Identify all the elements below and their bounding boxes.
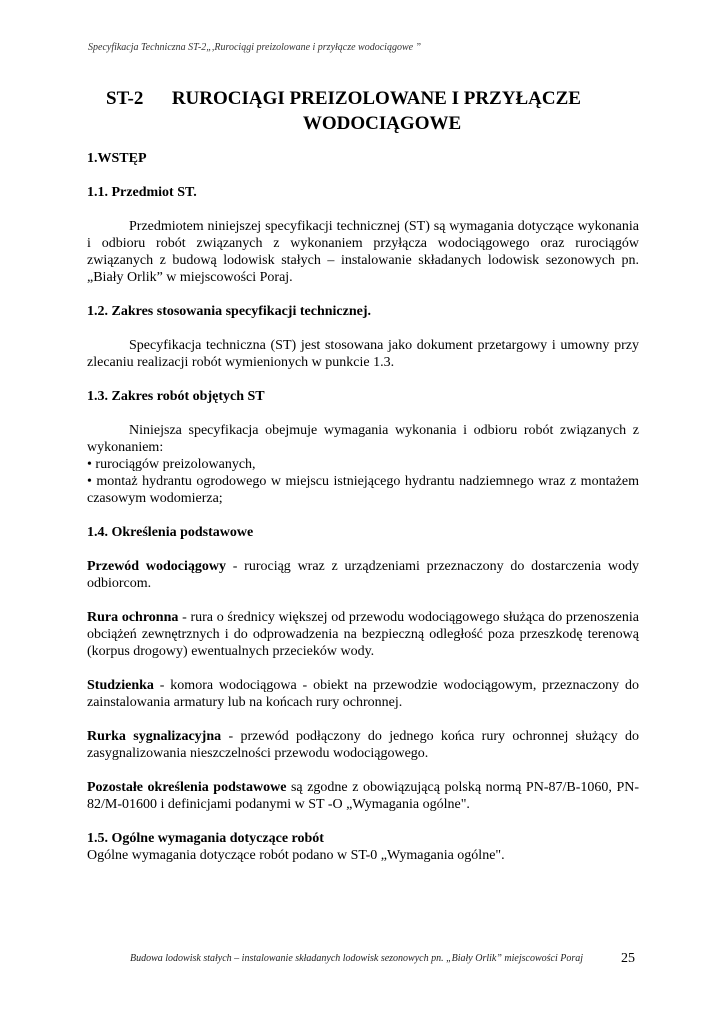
definition-3	[87, 677, 639, 711]
title-line-2: WODOCIĄGOWE	[302, 113, 462, 134]
definition-text-1: - rurociąg wraz z urządzeniami przeznaczony do dostarczenia wody odbiorcom.	[87, 559, 639, 591]
definition-term-1: Przewód wodociągowy	[87, 559, 226, 574]
title-code: ST-2	[106, 88, 144, 109]
section-heading-1-3: 1.3. Zakres robót objętych ST	[87, 389, 265, 404]
section-heading-1-5: 1.5. Ogólne wymagania dotyczące robót	[87, 831, 324, 846]
definition-text-2: - rura o średnicy większej od przewodu wodociągowego służąca do przenoszenia obciążeń zewnętrznych i do odprowadzenia na bezpieczną odległość poza przeszkodę terenową (korpus drogowy) ewentualnych przecieków wody.	[87, 610, 639, 659]
paragraph-1-2: Specyfikacja techniczna (ST) jest stosowana jako dokument przetargowy i umowny przy zlecaniu realizacji robót wymienionych w punkcie 1.3.	[87, 338, 639, 370]
title-text-1: RUROCIĄGI PREIZOLOWANE I PRZYŁĄCZE	[171, 88, 581, 109]
running-header: Specyfikacja Techniczna ST-2„,Rurociągi preizolowane i przyłącze wodociągowe ”	[88, 42, 422, 53]
definition-text-4: - przewód podłączony do jednego końca rury ochronnej służący do zasygnalizowania nieszczelności przewodu wodociągowego.	[87, 729, 639, 761]
list-item-2: • montaż hydrantu ogrodowego w miejscu istniejącego hydrantu nadziemnego wraz z montażem czasowym wodomierza;	[87, 474, 639, 506]
definition-5	[87, 779, 639, 813]
definition-1	[87, 558, 639, 592]
definition-term-2: Rura ochronna	[87, 610, 179, 625]
paragraph-1-5: Ogólne wymagania dotyczące robót podano w ST-0 „Wymagania ogólne".	[87, 848, 505, 863]
document-body	[87, 150, 639, 864]
section-heading-1-4: 1.4. Określenia podstawowe	[87, 525, 254, 540]
definition-text-3: - komora wodociągowa - obiekt na przewodzie wodociągowym, przeznaczony do zainstalowania armatury lub na końcach rury ochronnej.	[87, 678, 639, 710]
definition-term-3: Studzienka	[87, 678, 154, 693]
definition-4	[87, 728, 639, 762]
definition-2	[87, 609, 639, 660]
definition-term-4: Rurka sygnalizacyjna	[87, 729, 222, 744]
definition-term-5: Pozostałe określenia podstawowe	[87, 780, 287, 795]
section-heading-1-2: 1.2. Zakres stosowania specyfikacji technicznej.	[87, 304, 371, 319]
section-heading-1: 1.WSTĘP	[87, 151, 147, 166]
paragraph-1-3: Niniejsza specyfikacja obejmuje wymagania wykonania i odbioru robót związanych z wykonaniem:	[87, 423, 639, 455]
paragraph-1-1: Przedmiotem niniejszej specyfikacji technicznej (ST) są wymagania dotyczące wykonania i odbioru robót związanych z wykonaniem przyłącza wodociągowego oraz rurociągów związanych z budową lodowisk stałych – instalowanie składanych lodowisk sezonowych pn. „Biały Orlik” w miejscowości Poraj.	[87, 219, 639, 285]
list-item-1: • rurociągów preizolowanych,	[87, 457, 256, 472]
definition-text-5: są zgodne z obowiązującą polską normą PN-87/B-1060, PN-82/M-01600 i definicjami podanymi w ST -O „Wymagania ogólne".	[87, 780, 639, 812]
running-footer: Budowa lodowisk stałych – instalowanie składanych lodowisk sezonowych pn. „Biały Orlik” miejscowości Poraj	[130, 953, 584, 964]
page-number: 25	[621, 951, 635, 966]
title-line-1	[106, 86, 581, 111]
section-heading-1-1: 1.1. Przedmiot ST.	[87, 185, 197, 200]
